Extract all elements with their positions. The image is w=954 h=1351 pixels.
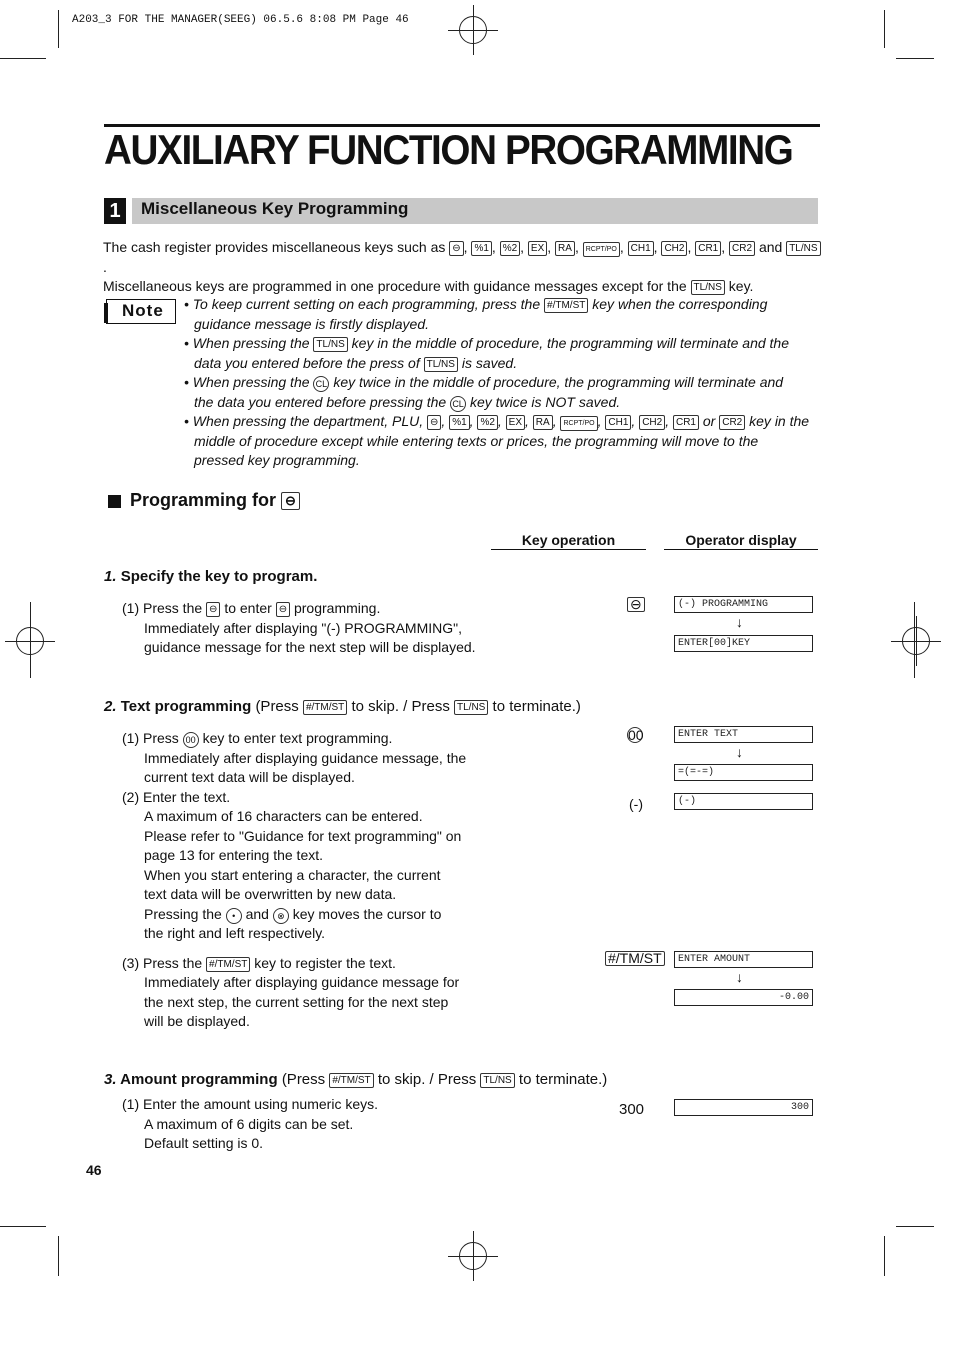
keyop-tm-st-icon: #/TM/ST [605, 951, 665, 966]
ch1-key-icon: CH1 [605, 415, 631, 430]
minus-key-icon: ⊖ [427, 415, 441, 430]
minus-key-icon: ⊖ [281, 492, 300, 510]
minus-key-icon: ⊖ [206, 602, 220, 617]
col-header-display: Operator display [685, 532, 797, 548]
section-number: 1 [104, 198, 126, 224]
crop-mark [884, 10, 885, 48]
step2-heading: 2. Text programming (Press #/TM/ST to skip. / Press TL/NS to terminate.) [104, 698, 581, 715]
crop-mark [58, 1236, 59, 1276]
keyop-double-zero-icon: 00 [628, 727, 644, 743]
tlns-key-icon: TL/NS [480, 1073, 514, 1088]
display-box: ENTER[00]KEY [674, 635, 813, 652]
note-item-cont: data you entered before the press of TL/NS is saved. [194, 354, 518, 371]
step3-heading: 3. Amount programming (Press #/TM/ST to skip. / Press TL/NS to terminate.) [104, 1071, 608, 1088]
page-number: 46 [86, 1162, 102, 1178]
percent2-key-icon: %2 [500, 241, 520, 256]
note-list [184, 295, 824, 471]
display-box: -0.00 [674, 989, 813, 1006]
ra-key-icon: RA [555, 241, 575, 256]
multiply-key-icon: ⊗ [273, 908, 289, 924]
note-item: • To keep current setting on each programming, press the #/TM/ST key when the corresponding [184, 296, 768, 312]
note-item: • When pressing the CL key twice in the middle of procedure, the programming will terminate and [184, 374, 784, 390]
minus-key-icon: ⊖ [449, 241, 463, 256]
note-item-cont: pressed key programming. [194, 452, 360, 468]
col-rule [664, 549, 818, 550]
down-arrow-icon: ↓ [736, 744, 743, 760]
tm-st-key-icon: #/TM/ST [544, 298, 588, 313]
registration-mark [459, 1242, 487, 1270]
display-box: ENTER AMOUNT [674, 951, 813, 968]
ch2-key-icon: CH2 [661, 241, 687, 256]
tlns-key-icon: TL/NS [691, 280, 725, 295]
ex-key-icon: EX [506, 415, 525, 430]
step2-text: (1) Press 00 key to enter text programming. Immediately after displaying guidance message, the current text data will be displayed. (2) Enter the text. A maximum of 16 characters can be entered. Please refer to "Guidance for text programming" on page 13 for entering the text. When you start entering a character, the current text data will be overwritten by new data. Pressing the • and ⊗ key moves the cursor to the right and left respectively. (3) Press the #/TM/ST key to register the text. Immediately after displaying guidance message for the next step, the current setting for the next step will be displayed. [122, 730, 467, 1029]
print-slug: A203_3 FOR THE MANAGER(SEEG) 06.5.6 8:08 PM Page 46 [72, 14, 409, 26]
down-arrow-icon: ↓ [736, 969, 743, 985]
col-header-keyop: Key operation [521, 532, 616, 548]
note-label: Note [122, 301, 164, 320]
crop-mark [30, 602, 31, 678]
note-item-cont: guidance message is firstly displayed. [194, 315, 430, 332]
keyop-minus-icon: ⊖ [627, 597, 645, 612]
note-item-cont: middle of procedure except while entering texts or prices, the programming will move to the [194, 432, 759, 449]
display-box: (-) PROGRAMMING [674, 596, 813, 613]
tlns-key-icon: TL/NS [454, 700, 488, 715]
tm-st-key-icon: #/TM/ST [206, 957, 250, 972]
intro-line-1: The cash register provides miscellaneous keys such as ⊖ , %1 , %2 , EX , RA , RCPT/PO , CH1 , CH2 , CR1 , CR2 and TL/NS. [103, 238, 823, 277]
display-box: 300 [674, 1099, 813, 1116]
display-box: =(=-=) [674, 764, 813, 781]
note-item: • When pressing the TL/NS key in the middle of procedure, the programming will terminate and the [184, 335, 789, 351]
down-arrow-icon: ↓ [736, 614, 743, 630]
note-item: • When pressing the department, PLU, ⊖ , %1 , %2 , EX , RA , RCPT/PO , CH1 , CH2 , CR1 or CR2 key in the [184, 413, 810, 429]
crop-mark [884, 1236, 885, 1276]
crop-mark [914, 602, 915, 678]
percent2-key-icon: %2 [477, 415, 497, 430]
tlns-key-icon: TL/NS [786, 241, 820, 256]
cl-key-icon: CL [450, 396, 466, 412]
programming-heading: Programming for ⊖ [130, 490, 300, 511]
cl-key-icon: CL [313, 376, 329, 392]
percent1-key-icon: %1 [471, 241, 491, 256]
intro-paragraph [103, 238, 823, 297]
note-item-cont: the data you entered before pressing the CL key twice is NOT saved. [194, 393, 621, 410]
crop-mark [896, 58, 934, 59]
page-title: AUXILIARY FUNCTION PROGRAMMING [104, 126, 793, 173]
section-title: Miscellaneous Key Programming [141, 199, 409, 218]
crop-mark [0, 58, 46, 59]
cr1-key-icon: CR1 [673, 415, 699, 430]
ch1-key-icon: CH1 [628, 241, 654, 256]
tlns-key-icon: TL/NS [313, 337, 347, 352]
ch2-key-icon: CH2 [639, 415, 665, 430]
dot-key-icon: • [226, 908, 242, 924]
col-rule [491, 549, 646, 550]
step3-text: (1) Enter the amount using numeric keys. A maximum of 6 digits can be set. Default setting is 0. [122, 1096, 379, 1151]
display-box: (-) [674, 793, 813, 810]
intro-line-2: Miscellaneous keys are programmed in one procedure with guidance messages except for the TL/NS key. [103, 278, 754, 294]
step1-text: (1) Press the ⊖ to enter ⊖ programming. Immediately after displaying "(-) PROGRAMMING", guidance message for the next step will be displayed. [122, 600, 476, 655]
registration-mark [459, 16, 487, 44]
tm-st-key-icon: #/TM/ST [329, 1073, 373, 1088]
display-box: ENTER TEXT [674, 726, 813, 743]
cr2-key-icon: CR2 [719, 415, 745, 430]
step1-heading: 1. Specify the key to program. [104, 568, 318, 585]
crop-mark [896, 1226, 934, 1227]
bullet-square-icon [108, 495, 121, 508]
keyop-text: (-) [629, 796, 643, 812]
cr2-key-icon: CR2 [729, 241, 755, 256]
crop-mark [58, 10, 59, 48]
rcpt-po-key-icon: RCPT/PO [560, 416, 597, 431]
tlns-key-icon: TL/NS [424, 357, 458, 372]
cr1-key-icon: CR1 [695, 241, 721, 256]
rcpt-po-key-icon: RCPT/PO [583, 242, 620, 257]
registration-mark [902, 627, 930, 655]
ra-key-icon: RA [533, 415, 553, 430]
ex-key-icon: EX [528, 241, 547, 256]
percent1-key-icon: %1 [449, 415, 469, 430]
minus-key-icon: ⊖ [276, 602, 290, 617]
crop-mark [0, 1226, 46, 1227]
tm-st-key-icon: #/TM/ST [303, 700, 347, 715]
keyop-amount: 300 [619, 1101, 645, 1118]
double-zero-key-icon: 00 [183, 732, 199, 748]
